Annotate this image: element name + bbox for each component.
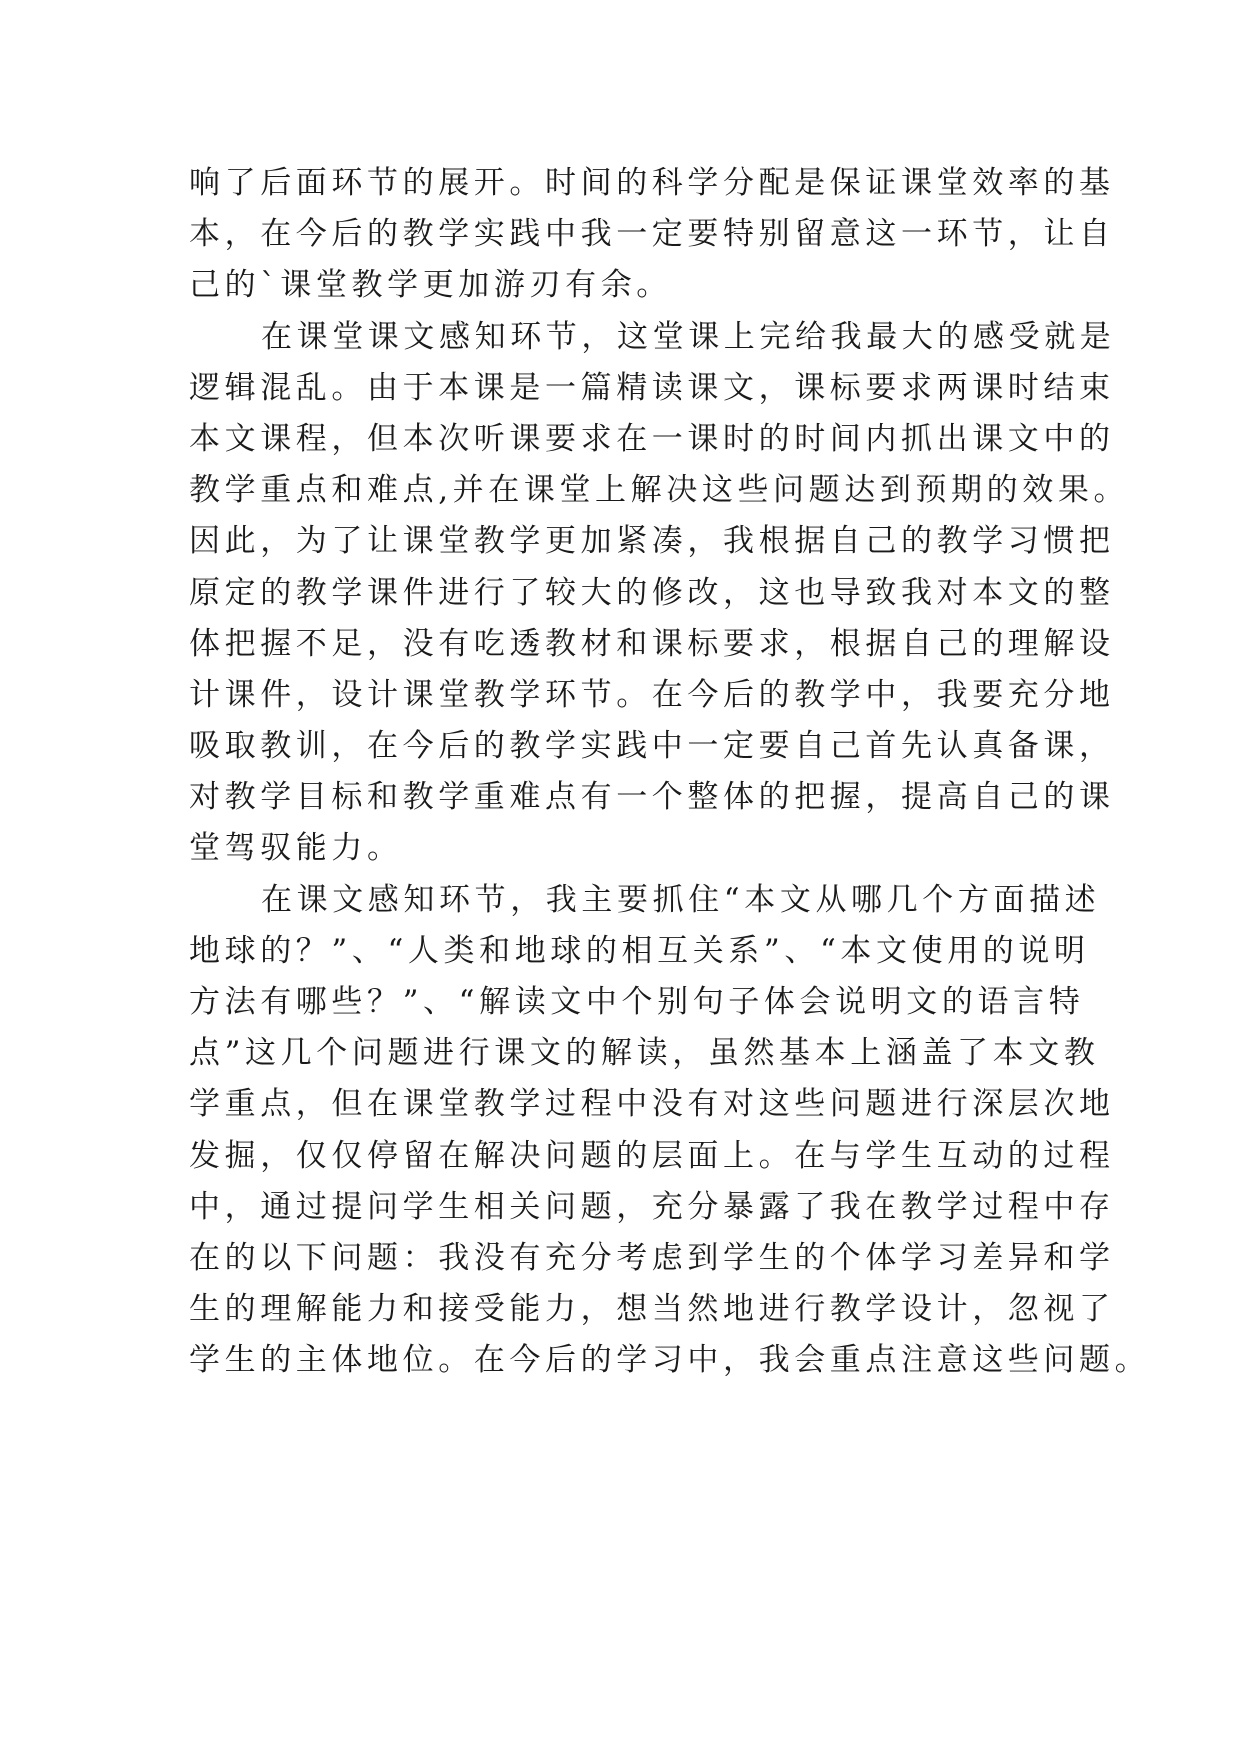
text-line: 堂驾驭能力。	[189, 830, 403, 867]
text-line: 吸取教训，在今后的教学实践中一定要自己首先认真备课，	[189, 728, 1115, 765]
text-line: 学生的主体地位。在今后的学习中，我会重点注意这些问题。	[189, 1342, 1151, 1379]
paragraph-2	[189, 312, 1130, 875]
text-line: 在课文感知环节，我主要抓住“本文从哪几个方面描述	[261, 881, 1101, 918]
text-line: 本文课程，但本次听课要求在一课时的时间内抓出课文中的	[189, 420, 1115, 457]
text-line: 中，通过提问学生相关问题，充分暴露了我在教学过程中存	[189, 1188, 1115, 1225]
text-line: 因此，为了让课堂教学更加紧凑，我根据自己的教学习惯把	[189, 523, 1115, 560]
text-line: 在课堂课文感知环节，这堂课上完给我最大的感受就是	[261, 318, 1116, 355]
text-line: 学重点，但在课堂教学过程中没有对这些问题进行深层次地	[189, 1086, 1115, 1123]
text-line: 逻辑混乱。由于本课是一篇精读课文，课标要求两课时结束	[189, 369, 1115, 406]
text-line: 点”这几个问题进行课文的解读，虽然基本上涵盖了本文教	[189, 1035, 1100, 1072]
text-line: 生的理解能力和接受能力，想当然地进行教学设计，忽视了	[189, 1291, 1115, 1328]
text-line: 体把握不足，没有吃透教材和课标要求，根据自己的理解设	[189, 625, 1115, 662]
text-line: 教学重点和难点,并在课堂上解决这些问题达到预期的效果。	[189, 472, 1130, 509]
text-line: 响了后面环节的展开。时间的科学分配是保证课堂效率的基	[189, 165, 1115, 201]
text-line: 发掘，仅仅停留在解决问题的层面上。在与学生互动的过程	[189, 1137, 1115, 1174]
paragraph-3	[189, 875, 1151, 1387]
text-line: 在的以下问题：我没有充分考虑到学生的个体学习差异和学	[189, 1239, 1115, 1276]
document-page	[189, 158, 1151, 1387]
text-line: 地球的？”、“人类和地球的相互关系”、“本文使用的说明	[189, 932, 1090, 969]
text-line: 本，在今后的教学实践中我一定要特别留意这一环节，让自	[189, 216, 1115, 253]
text-line: 计课件，设计课堂教学环节。在今后的教学中，我要充分地	[189, 676, 1115, 713]
paragraph-1	[189, 158, 1115, 312]
text-line: 己的`课堂教学更加游刃有余。	[189, 267, 672, 304]
text-line: 对教学目标和教学重难点有一个整体的把握，提高自己的课	[189, 779, 1115, 816]
text-line: 方法有哪些？”、“解读文中个别句子体会说明文的语言特	[189, 984, 1085, 1020]
text-line: 原定的教学课件进行了较大的修改，这也导致我对本文的整	[189, 574, 1115, 611]
